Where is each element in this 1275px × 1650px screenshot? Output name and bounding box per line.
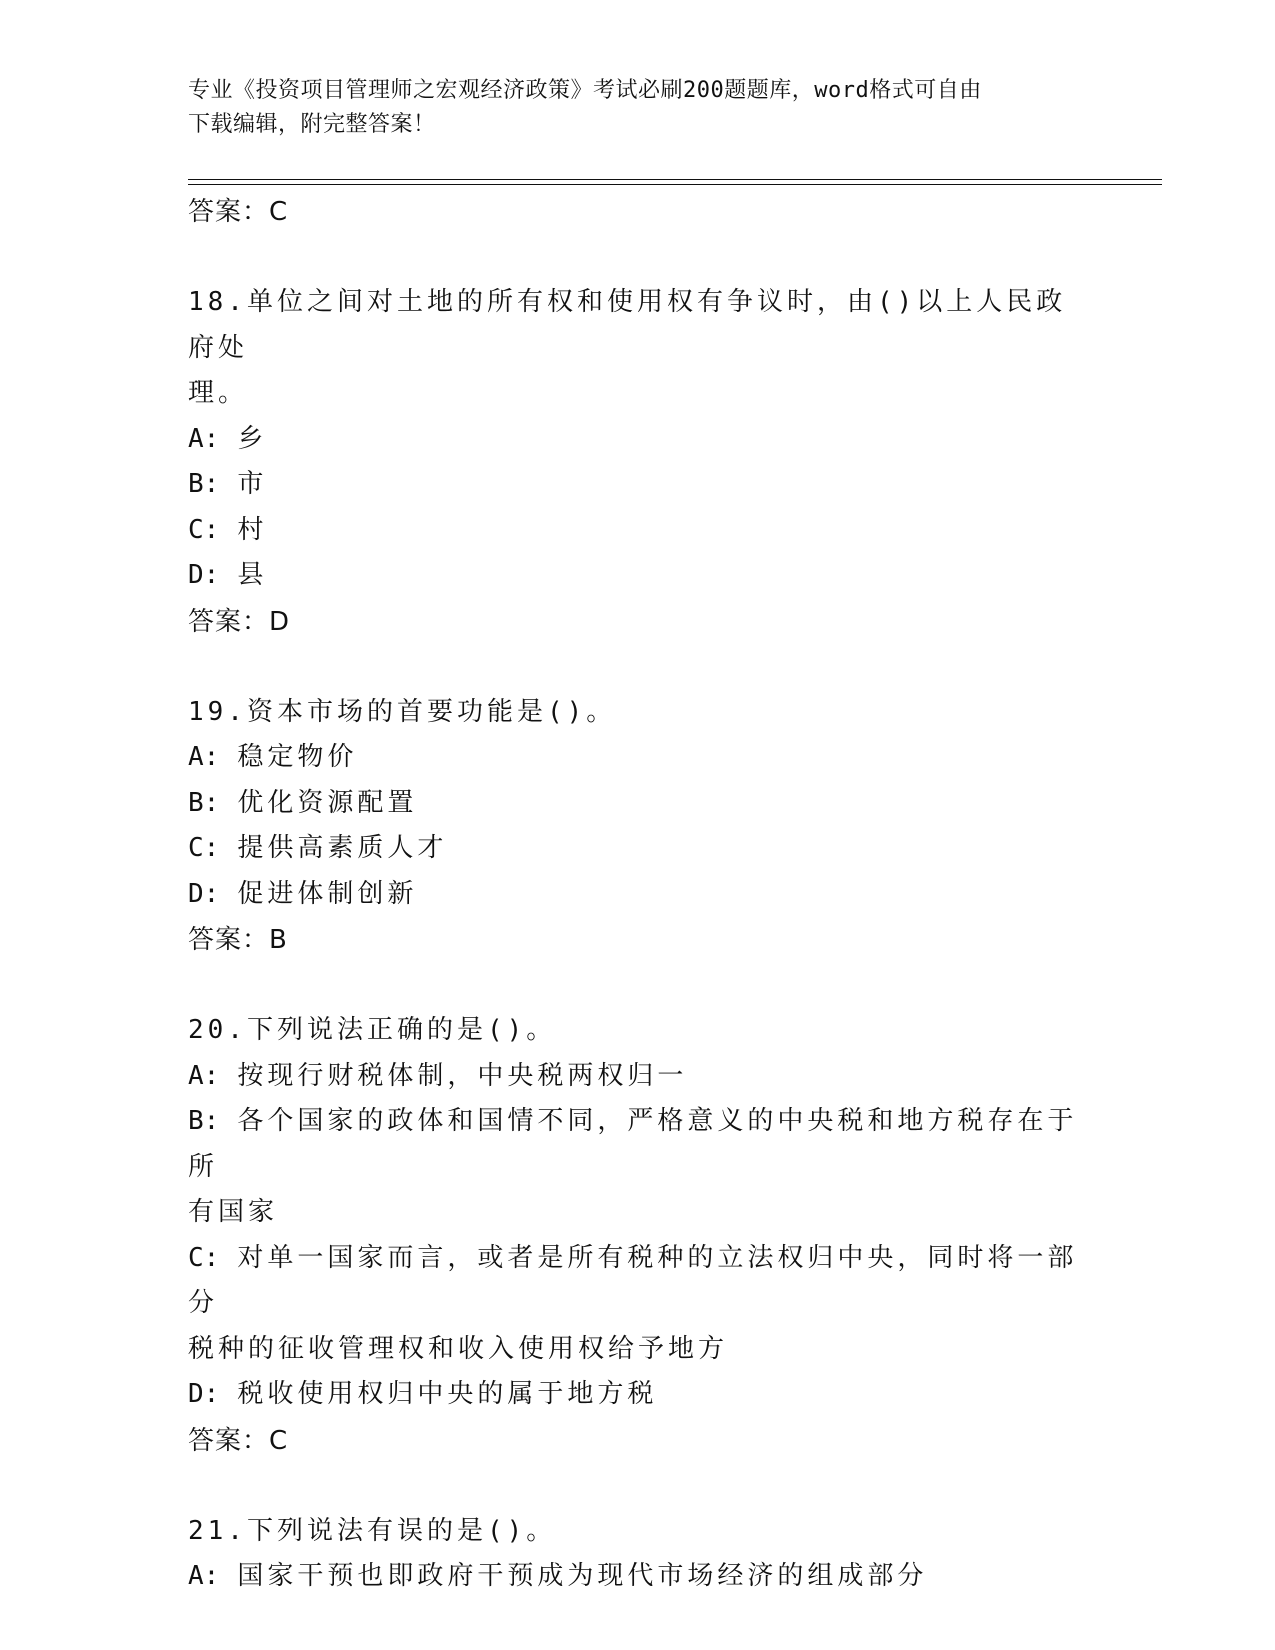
option-c [188, 1236, 1088, 1327]
option-c-continued: 税种的征收管理权和收入使用权给予地方 [188, 1333, 729, 1364]
question-text: 19.资本市场的首要功能是()。 [188, 696, 617, 727]
option-b-continued: 有国家 [188, 1197, 279, 1227]
option-text: 国家干预也即政府干预成为现代市场经济的组成部分 [237, 1561, 928, 1591]
header-divider [188, 184, 1162, 185]
option-text: 各个国家的政体和国情不同，严格意义的中央税和地方税存在于所 [188, 1106, 1078, 1182]
option-a [188, 1054, 1088, 1100]
option-text: 按现行财税体制，中央税两权归一 [237, 1060, 688, 1091]
option-a [188, 417, 1088, 463]
answer-line: 答案：D [188, 606, 291, 637]
option-c [188, 826, 1088, 872]
question-block [188, 690, 1088, 964]
option-a [188, 735, 1088, 781]
option-text: 村 [237, 514, 268, 545]
option-text: 乡 [237, 423, 268, 454]
option-text: 促进体制创新 [237, 878, 418, 909]
question-list [188, 189, 1088, 1600]
option-d [188, 872, 1088, 918]
option-text: 提供高素质人才 [237, 833, 448, 863]
question-text: 20.下列说法正确的是()。 [188, 1015, 557, 1045]
option-b [188, 1099, 1088, 1190]
option-text: 税收使用权归中央的属于地方税 [237, 1379, 658, 1409]
option-letter: D: [188, 878, 220, 909]
option-letter: C: [188, 514, 220, 545]
question-block [188, 1008, 1088, 1464]
option-text: 对单一国家而言，或者是所有税种的立法权归中央，同时将一部分 [188, 1242, 1078, 1318]
header-line: 下载编辑，附完整答案！ [188, 112, 436, 137]
option-letter: D: [188, 560, 220, 590]
option-text: 优化资源配置 [237, 787, 418, 818]
option-letter: D: [188, 1379, 220, 1409]
question-block [188, 280, 1088, 645]
option-b [188, 781, 1088, 827]
option-letter: A: [188, 742, 220, 772]
option-letter: A: [188, 423, 220, 454]
question-block [188, 1509, 1088, 1600]
header-divider [188, 179, 1162, 180]
option-text: 稳定物价 [237, 742, 358, 772]
option-b [188, 462, 1088, 508]
option-letter: B: [188, 1106, 220, 1136]
option-text: 县 [237, 560, 268, 590]
option-letter: B: [188, 469, 220, 499]
option-letter: C: [188, 833, 220, 863]
answer-line: 答案：C [188, 1425, 289, 1456]
answer-line: 答案：C [188, 197, 289, 227]
option-d [188, 553, 1088, 599]
page-header [188, 74, 1088, 142]
question-text: 21.下列说法有误的是()。 [188, 1515, 557, 1546]
header-line: 专业《投资项目管理师之宏观经济政策》考试必刷200题题库，word格式可自由 [188, 78, 982, 103]
question-text: 18.单位之间对土地的所有权和使用权有争议时，由()以上人民政府处 [188, 287, 1067, 363]
answer-line: 答案：B [188, 925, 288, 955]
option-letter: C: [188, 1242, 220, 1273]
option-letter: B: [188, 787, 220, 818]
option-d [188, 1372, 1088, 1418]
option-text: 市 [237, 469, 268, 499]
option-letter: A: [188, 1561, 220, 1591]
option-c [188, 508, 1088, 554]
option-a [188, 1554, 1088, 1600]
question-text-continued: 理。 [188, 378, 249, 408]
option-letter: A: [188, 1060, 220, 1091]
